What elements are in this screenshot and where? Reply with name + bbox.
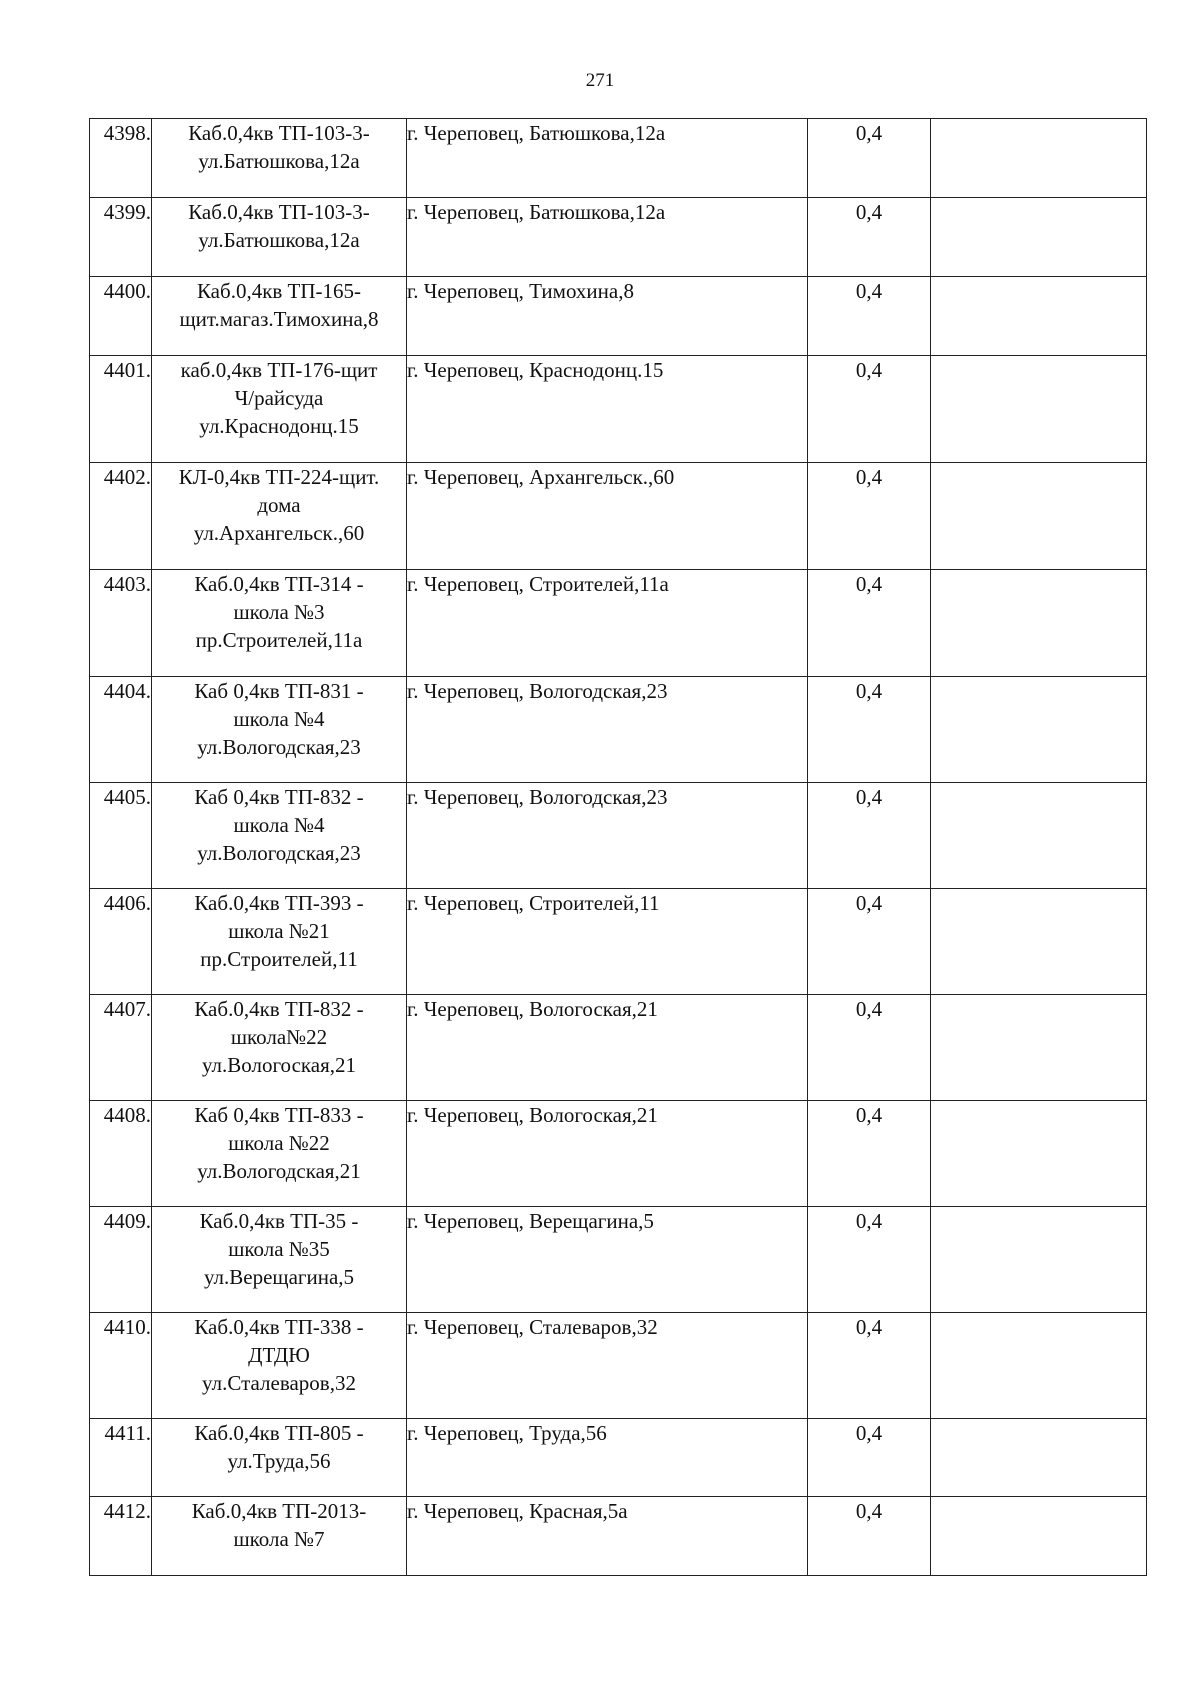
note-cell bbox=[931, 463, 1147, 570]
table-row bbox=[90, 198, 1147, 277]
table-row bbox=[90, 1207, 1147, 1313]
cable-name bbox=[152, 677, 407, 783]
note-cell bbox=[931, 889, 1147, 995]
cable-name-line: дома bbox=[257, 493, 301, 517]
cable-name-line: Каб 0,4кв ТП-832 - bbox=[194, 785, 364, 809]
cable-name-line: ул.Сталеваров,32 bbox=[202, 1371, 356, 1395]
voltage-value: 0,4 bbox=[808, 995, 931, 1101]
cable-address: г. Череповец, Вологодская,23 bbox=[407, 783, 808, 889]
table-row bbox=[90, 356, 1147, 463]
cable-name-line: Ч/райсуда bbox=[234, 386, 324, 410]
cable-name-line: школа №22 bbox=[228, 1131, 330, 1155]
cable-address: г. Череповец, Тимохина,8 bbox=[407, 277, 808, 356]
cable-name-line: щит.магаз.Тимохина,8 bbox=[179, 307, 379, 331]
cable-address: г. Череповец, Архангельск.,60 bbox=[407, 463, 808, 570]
cable-name-line: ул.Вологодская,21 bbox=[197, 1159, 361, 1183]
cable-name bbox=[152, 198, 407, 277]
row-number: 4400. bbox=[90, 277, 152, 356]
cable-name-line: школа№22 bbox=[230, 1025, 328, 1049]
cable-name-line: Каб 0,4кв ТП-831 - bbox=[194, 679, 364, 703]
voltage-value: 0,4 bbox=[808, 1497, 931, 1576]
cable-address: г. Череповец, Верещагина,5 bbox=[407, 1207, 808, 1313]
cable-name bbox=[152, 570, 407, 677]
cable-name bbox=[152, 1313, 407, 1419]
note-cell bbox=[931, 1207, 1147, 1313]
cable-address: г. Череповец, Красная,5а bbox=[407, 1497, 808, 1576]
cable-name-line: Каб.0,4кв ТП-103-3- bbox=[188, 200, 370, 224]
cable-name-line: школа №4 bbox=[233, 707, 325, 731]
cable-name-line: Каб.0,4кв ТП-338 - bbox=[194, 1315, 364, 1339]
row-number: 4411. bbox=[90, 1419, 152, 1497]
cable-name bbox=[152, 277, 407, 356]
table-row bbox=[90, 277, 1147, 356]
cable-name-line: Каб.0,4кв ТП-314 - bbox=[194, 572, 364, 596]
cable-name-line: ул.Краснодонц.15 bbox=[199, 414, 359, 438]
cable-name-line: ул.Труда,56 bbox=[227, 1449, 331, 1473]
cable-name-line: школа №3 bbox=[233, 600, 325, 624]
voltage-value: 0,4 bbox=[808, 356, 931, 463]
cable-address: г. Череповец, Вологоская,21 bbox=[407, 995, 808, 1101]
row-number: 4407. bbox=[90, 995, 152, 1101]
note-cell bbox=[931, 677, 1147, 783]
table-body bbox=[90, 119, 1147, 1576]
note-cell bbox=[931, 198, 1147, 277]
cable-name-line: пр.Строителей,11а bbox=[195, 628, 363, 652]
row-number: 4401. bbox=[90, 356, 152, 463]
table-row bbox=[90, 570, 1147, 677]
cable-address: г. Череповец, Батюшкова,12а bbox=[407, 198, 808, 277]
cable-name-line: каб.0,4кв ТП-176-щит bbox=[180, 358, 378, 382]
row-number: 4406. bbox=[90, 889, 152, 995]
cable-name-line: ДТДЮ bbox=[248, 1343, 310, 1367]
cable-name-line: школа №7 bbox=[233, 1527, 325, 1551]
cable-address: г. Череповец, Краснодонц.15 bbox=[407, 356, 808, 463]
cable-name-line: ул.Батюшкова,12а bbox=[198, 149, 360, 173]
voltage-value: 0,4 bbox=[808, 783, 931, 889]
row-number: 4399. bbox=[90, 198, 152, 277]
note-cell bbox=[931, 1101, 1147, 1207]
cable-name-line: Каб.0,4кв ТП-805 - bbox=[194, 1421, 364, 1445]
row-number: 4409. bbox=[90, 1207, 152, 1313]
row-number: 4410. bbox=[90, 1313, 152, 1419]
voltage-value: 0,4 bbox=[808, 119, 931, 198]
row-number: 4405. bbox=[90, 783, 152, 889]
voltage-value: 0,4 bbox=[808, 677, 931, 783]
cable-name-line: Каб.0,4кв ТП-832 - bbox=[194, 997, 364, 1021]
table-row bbox=[90, 1313, 1147, 1419]
voltage-value: 0,4 bbox=[808, 1101, 931, 1207]
voltage-value: 0,4 bbox=[808, 570, 931, 677]
cable-name-line: Каб 0,4кв ТП-833 - bbox=[194, 1103, 364, 1127]
voltage-value: 0,4 bbox=[808, 1313, 931, 1419]
cable-name-line: КЛ-0,4кв ТП-224-щит. bbox=[178, 465, 380, 489]
cable-name-line: школа №4 bbox=[233, 813, 325, 837]
cable-name bbox=[152, 1497, 407, 1576]
row-number: 4403. bbox=[90, 570, 152, 677]
note-cell bbox=[931, 570, 1147, 677]
voltage-value: 0,4 bbox=[808, 889, 931, 995]
cable-address: г. Череповец, Вологодская,23 bbox=[407, 677, 808, 783]
cable-name-line: Каб.0,4кв ТП-393 - bbox=[194, 891, 364, 915]
page-number: 271 bbox=[585, 70, 615, 91]
voltage-value: 0,4 bbox=[808, 463, 931, 570]
row-number: 4404. bbox=[90, 677, 152, 783]
note-cell bbox=[931, 783, 1147, 889]
note-cell bbox=[931, 277, 1147, 356]
note-cell bbox=[931, 1313, 1147, 1419]
cable-name-line: ул.Верещагина,5 bbox=[203, 1265, 355, 1289]
cable-name-line: Каб.0,4кв ТП-103-3- bbox=[188, 121, 370, 145]
cable-name-line: ул.Архангельск.,60 bbox=[193, 521, 365, 545]
row-number: 4412. bbox=[90, 1497, 152, 1576]
voltage-value: 0,4 bbox=[808, 1207, 931, 1313]
row-number: 4408. bbox=[90, 1101, 152, 1207]
table-row bbox=[90, 677, 1147, 783]
cable-name-line: Каб.0,4кв ТП-165- bbox=[196, 279, 362, 303]
cable-address: г. Череповец, Батюшкова,12а bbox=[407, 119, 808, 198]
cable-name-line: ул.Вологодская,23 bbox=[197, 735, 361, 759]
cable-name bbox=[152, 1419, 407, 1497]
cable-address: г. Череповец, Строителей,11а bbox=[407, 570, 808, 677]
table-row bbox=[90, 783, 1147, 889]
cable-name-line: ул.Вологодская,23 bbox=[197, 841, 361, 865]
cable-name-line: пр.Строителей,11 bbox=[200, 947, 358, 971]
cable-name-line: Каб.0,4кв ТП-2013- bbox=[191, 1499, 367, 1523]
row-number: 4398. bbox=[90, 119, 152, 198]
cable-name-line: школа №35 bbox=[228, 1237, 330, 1261]
table-row bbox=[90, 119, 1147, 198]
cable-name-line: ул.Вологоская,21 bbox=[201, 1053, 357, 1077]
voltage-value: 0,4 bbox=[808, 1419, 931, 1497]
cable-registry-table bbox=[89, 118, 1147, 1576]
voltage-value: 0,4 bbox=[808, 198, 931, 277]
cable-name bbox=[152, 783, 407, 889]
table-row bbox=[90, 889, 1147, 995]
note-cell bbox=[931, 1497, 1147, 1576]
table-row bbox=[90, 995, 1147, 1101]
cable-address: г. Череповец, Сталеваров,32 bbox=[407, 1313, 808, 1419]
cable-name-line: школа №21 bbox=[228, 919, 330, 943]
note-cell bbox=[931, 119, 1147, 198]
table-row bbox=[90, 1101, 1147, 1207]
cable-name bbox=[152, 889, 407, 995]
cable-address: г. Череповец, Труда,56 bbox=[407, 1419, 808, 1497]
cable-name-line: ул.Батюшкова,12а bbox=[198, 228, 360, 252]
note-cell bbox=[931, 356, 1147, 463]
cable-name bbox=[152, 1207, 407, 1313]
table-row bbox=[90, 1419, 1147, 1497]
cable-address: г. Череповец, Вологоская,21 bbox=[407, 1101, 808, 1207]
voltage-value: 0,4 bbox=[808, 277, 931, 356]
cable-name bbox=[152, 995, 407, 1101]
note-cell bbox=[931, 1419, 1147, 1497]
note-cell bbox=[931, 995, 1147, 1101]
cable-name bbox=[152, 356, 407, 463]
cable-name-line: Каб.0,4кв ТП-35 - bbox=[199, 1209, 359, 1233]
cable-name bbox=[152, 119, 407, 198]
cable-name bbox=[152, 463, 407, 570]
cable-address: г. Череповец, Строителей,11 bbox=[407, 889, 808, 995]
table-row bbox=[90, 463, 1147, 570]
table-row bbox=[90, 1497, 1147, 1576]
cable-name bbox=[152, 1101, 407, 1207]
row-number: 4402. bbox=[90, 463, 152, 570]
